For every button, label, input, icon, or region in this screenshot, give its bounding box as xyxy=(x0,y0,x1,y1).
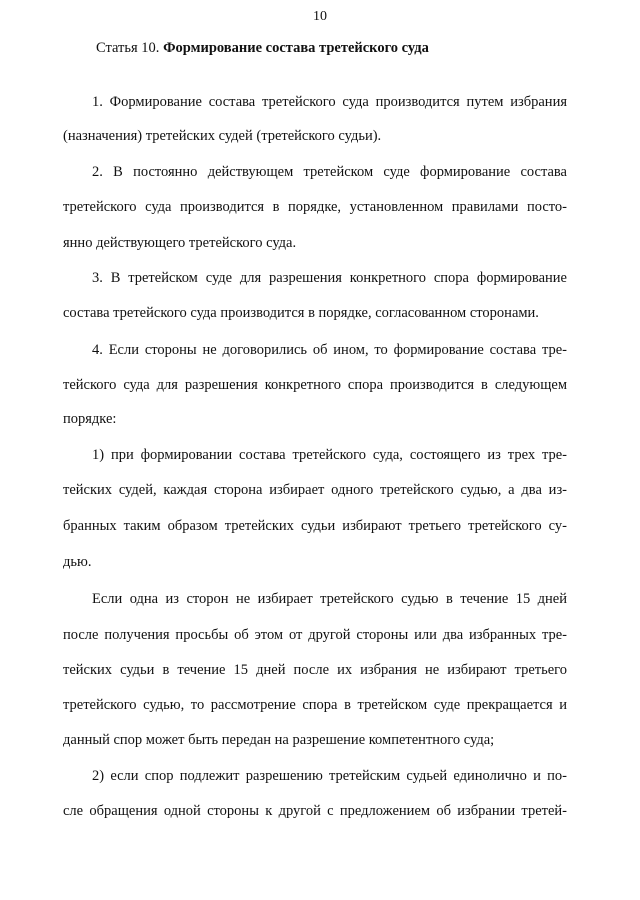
text-line: 3. В третейском суде для разрешения конкретного спора формирование xyxy=(92,270,567,286)
text-line: третейского суда производится в порядке, установленном правилами посто- xyxy=(63,199,567,215)
text-line: 2. В постоянно действующем третейском суде формирование состава xyxy=(92,164,567,180)
text-line: тейского суда для разрешения конкретного спора производится в следующем xyxy=(63,377,567,393)
text-line: сле обращения одной стороны к другой с предложением об избрании третей- xyxy=(63,803,567,819)
text-line: тейских судей, каждая сторона избирает одного третейского судью, а два из- xyxy=(63,482,567,498)
article-prefix: Статья 10. xyxy=(96,40,160,56)
text-line: Если одна из сторон не избирает третейского судью в течение 15 дней xyxy=(92,591,567,607)
text-line: состава третейского суда производится в порядке, согласованном сторонами. xyxy=(63,305,539,321)
article-title: Формирование состава третейского суда xyxy=(163,40,429,56)
text-line: тейских судьи в течение 15 дней после их избрания не избирают третьего xyxy=(63,662,567,678)
text-line: 1) при формировании состава третейского суда, состоящего из трех тре- xyxy=(92,447,567,463)
page-number: 10 xyxy=(313,9,327,24)
text-line: 1. Формирование состава третейского суда производится путем избрания xyxy=(92,94,567,110)
text-line: бранных таким образом третейских судьи избирают третьего третейского су- xyxy=(63,518,567,534)
text-line: 2) если спор подлежит разрешению третейским судьей единолично и по- xyxy=(92,768,567,784)
text-line: порядке: xyxy=(63,411,117,427)
text-line: после получения просьбы об этом от другой стороны или два избранных тре- xyxy=(63,627,567,643)
text-line: (назначения) третейских судей (третейского судьи). xyxy=(63,128,382,144)
article-heading xyxy=(96,40,429,57)
text-line: третейского судью, то рассмотрение спора в третейском суде прекращается и xyxy=(63,697,567,713)
text-line: данный спор может быть передан на разрешение компетентного суда; xyxy=(63,732,495,748)
text-line: дью. xyxy=(63,554,92,570)
text-line: 4. Если стороны не договорились об ином, то формирование состава тре- xyxy=(92,342,567,358)
text-line: янно действующего третейского суда. xyxy=(63,235,297,251)
